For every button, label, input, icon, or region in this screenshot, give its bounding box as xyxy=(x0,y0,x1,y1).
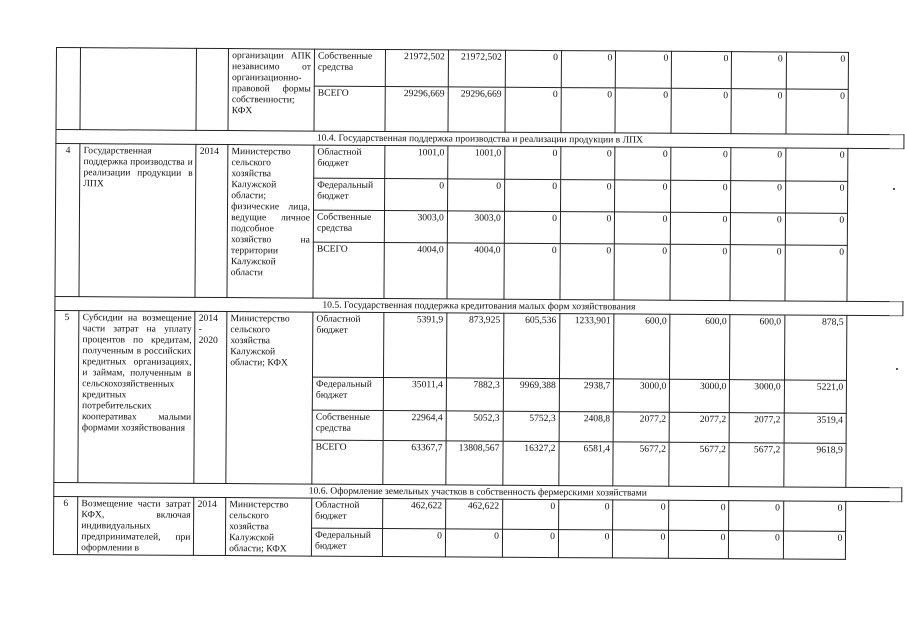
item-number: 6 xyxy=(53,496,78,554)
value-cell: 16327,2 xyxy=(503,441,559,485)
item-year: 2014 xyxy=(195,144,228,297)
value-cell: 1001,0 xyxy=(385,146,448,179)
value-cell: 0 xyxy=(783,531,846,559)
value-cell: 0 xyxy=(786,89,849,134)
value-cell: 0 xyxy=(558,500,613,530)
section-title: 10.4. Государственная поддержка производства и реализации продукции в ЛПХ xyxy=(56,130,904,149)
value-cell: 5677,2 xyxy=(669,442,729,486)
item-name: Государственная поддержка производства и реализации продукции в ЛПХ xyxy=(79,144,196,298)
value-cell: 600,0 xyxy=(730,315,785,380)
table-row xyxy=(54,310,902,380)
value-cell: 5677,2 xyxy=(613,442,669,486)
value-cell: 4004,0 xyxy=(384,243,447,299)
budget-table xyxy=(53,47,905,560)
value-cell: 0 xyxy=(615,147,671,180)
value-cell: 21972,502 xyxy=(448,50,505,87)
value-cell: 605,536 xyxy=(503,313,559,378)
value-cell: 0 xyxy=(670,244,730,300)
value-cell: 0 xyxy=(614,244,670,300)
value-cell: 0 xyxy=(671,180,731,212)
executor-cell: организации АПК независимо от организационно-правовой формы собственности; КФХ xyxy=(228,49,314,132)
value-cell: 7882,3 xyxy=(446,378,503,411)
value-cell: 0 xyxy=(786,52,849,89)
value-cell: 0 xyxy=(783,501,846,531)
value-cell: 5221,0 xyxy=(784,380,847,413)
value-cell: 600,0 xyxy=(614,314,670,379)
executor-cell: Министерство сельского хозяйства Калужской области; КФХ xyxy=(226,312,313,485)
value-cell: 2077,2 xyxy=(730,413,785,443)
source-cell: ВСЕГО xyxy=(314,86,385,131)
value-cell: 0 xyxy=(732,52,787,89)
value-cell: 29296,669 xyxy=(385,87,448,132)
value-cell: 9618,9 xyxy=(784,443,847,487)
value-cell: 3000,0 xyxy=(614,379,670,412)
table-row xyxy=(54,496,902,531)
source-cell: Федеральный бюджет xyxy=(312,377,383,410)
value-cell: 1233,901 xyxy=(559,314,614,379)
value-cell: 462,622 xyxy=(383,499,446,529)
value-cell: 0 xyxy=(785,181,848,213)
value-cell: 873,925 xyxy=(446,313,503,378)
value-cell: 0 xyxy=(615,180,671,212)
value-cell: 0 xyxy=(504,243,560,299)
value-cell: 600,0 xyxy=(670,314,730,379)
item-name: Субсидии на возмещение части затрат на уплату процентов по кредитам, полученным в российских кредитных организациях, и займам, полученным в сельскохозяйственных кредитных потребительских кооперативах малыми формами хозяйствования xyxy=(78,311,195,484)
table-row xyxy=(56,144,904,182)
value-cell: 0 xyxy=(560,212,615,244)
executor-cell: Министерство сельского хозяйства Калужской области; КФХ xyxy=(226,498,312,557)
value-cell: 2077,2 xyxy=(669,412,729,442)
value-cell: 5752,3 xyxy=(503,411,559,441)
value-cell: 21972,502 xyxy=(385,50,448,87)
value-cell: 0 xyxy=(560,180,615,212)
source-cell: ВСЕГО xyxy=(312,440,383,484)
value-cell: 878,5 xyxy=(784,315,847,380)
value-cell: 0 xyxy=(615,88,671,133)
value-cell: 0 xyxy=(385,179,448,211)
value-cell: 0 xyxy=(671,147,731,180)
value-cell: 29296,669 xyxy=(448,87,505,132)
value-cell: 0 xyxy=(505,50,561,87)
value-cell: 0 xyxy=(383,529,446,557)
value-cell: 0 xyxy=(615,212,671,244)
value-cell: 0 xyxy=(445,529,502,557)
value-cell: 0 xyxy=(616,51,672,88)
value-cell: 3000,0 xyxy=(670,379,730,412)
value-cell: 0 xyxy=(560,244,615,300)
value-cell: 2938,7 xyxy=(559,379,614,412)
scan-speck xyxy=(896,368,898,370)
value-cell: 0 xyxy=(730,245,785,301)
value-cell: 63367,7 xyxy=(383,441,446,485)
value-cell: 0 xyxy=(669,500,729,530)
item-year: 2014 - 2020 xyxy=(194,311,227,483)
value-cell: 1001,0 xyxy=(448,146,505,179)
source-cell: Собственные средства xyxy=(312,410,383,440)
item-number: 5 xyxy=(54,310,79,482)
value-cell: 0 xyxy=(729,501,784,531)
value-cell: 0 xyxy=(504,211,560,243)
source-cell: Федеральный бюджет xyxy=(311,528,382,556)
value-cell: 0 xyxy=(731,148,786,181)
value-cell: 5677,2 xyxy=(729,443,784,487)
value-cell: 0 xyxy=(731,181,786,213)
value-cell: 0 xyxy=(502,499,558,529)
value-cell: 0 xyxy=(669,530,729,558)
value-cell: 0 xyxy=(561,51,616,88)
value-cell: 462,622 xyxy=(445,499,502,529)
source-cell: ВСЕГО xyxy=(313,242,384,298)
value-cell: 3519,4 xyxy=(784,413,847,443)
item-number: 4 xyxy=(55,144,80,297)
value-cell: 0 xyxy=(785,148,848,181)
value-cell: 0 xyxy=(731,213,786,245)
value-cell: 0 xyxy=(671,212,731,244)
source-cell: Собственные средства xyxy=(314,49,385,86)
value-cell: 0 xyxy=(561,147,616,180)
table-row xyxy=(56,48,904,90)
value-cell: 0 xyxy=(505,146,561,179)
value-cell: 9969,388 xyxy=(503,378,559,411)
section-title: 10.6. Оформление земельных участков в собственность фермерскими хозяйствами xyxy=(54,482,902,501)
scan-speck xyxy=(893,188,895,190)
value-cell: 6581,4 xyxy=(559,442,614,486)
source-cell: Федеральный бюджет xyxy=(314,178,385,210)
item-year: 2014 xyxy=(194,497,226,555)
value-cell: 3003,0 xyxy=(385,211,448,243)
source-cell: Областной бюджет xyxy=(314,145,385,178)
value-cell: 0 xyxy=(785,213,848,245)
value-cell: 0 xyxy=(785,245,848,301)
value-cell: 35011,4 xyxy=(384,378,447,411)
value-cell: 0 xyxy=(558,530,613,558)
value-cell: 0 xyxy=(613,500,669,530)
value-cell: 3003,0 xyxy=(447,211,504,243)
executor-cell: Министерство сельского хозяйства Калужской области; физические лица, ведущие личное подсобное хозяйство на территории Калужской области xyxy=(227,145,314,299)
value-cell: 0 xyxy=(502,529,558,557)
value-cell: 4004,0 xyxy=(447,243,504,299)
value-cell: 2077,2 xyxy=(613,412,669,442)
value-cell: 0 xyxy=(613,530,669,558)
source-cell: Областной бюджет xyxy=(312,498,383,528)
value-cell: 0 xyxy=(447,179,504,211)
value-cell: 2408,8 xyxy=(559,412,614,442)
value-cell: 0 xyxy=(504,179,560,211)
source-cell: Собственные средства xyxy=(313,210,384,242)
value-cell: 5391,9 xyxy=(384,313,447,378)
value-cell: 0 xyxy=(672,51,732,88)
section-title: 10.5. Государственная поддержка кредитования малых форм хозяйствования xyxy=(55,296,903,315)
value-cell: 13808,567 xyxy=(446,441,503,485)
value-cell: 0 xyxy=(729,531,784,559)
value-cell: 22964,4 xyxy=(383,411,446,441)
source-cell: Областной бюджет xyxy=(313,312,385,377)
value-cell: 0 xyxy=(561,88,616,133)
value-cell: 5052,3 xyxy=(446,411,503,441)
value-cell: 0 xyxy=(671,88,731,133)
value-cell: 0 xyxy=(731,89,786,134)
item-name: Возмещение части затрат КФХ, включая индивидуальных предпринимателей, при оформлении в xyxy=(78,497,195,556)
value-cell: 3000,0 xyxy=(730,380,785,413)
value-cell: 0 xyxy=(505,87,561,132)
